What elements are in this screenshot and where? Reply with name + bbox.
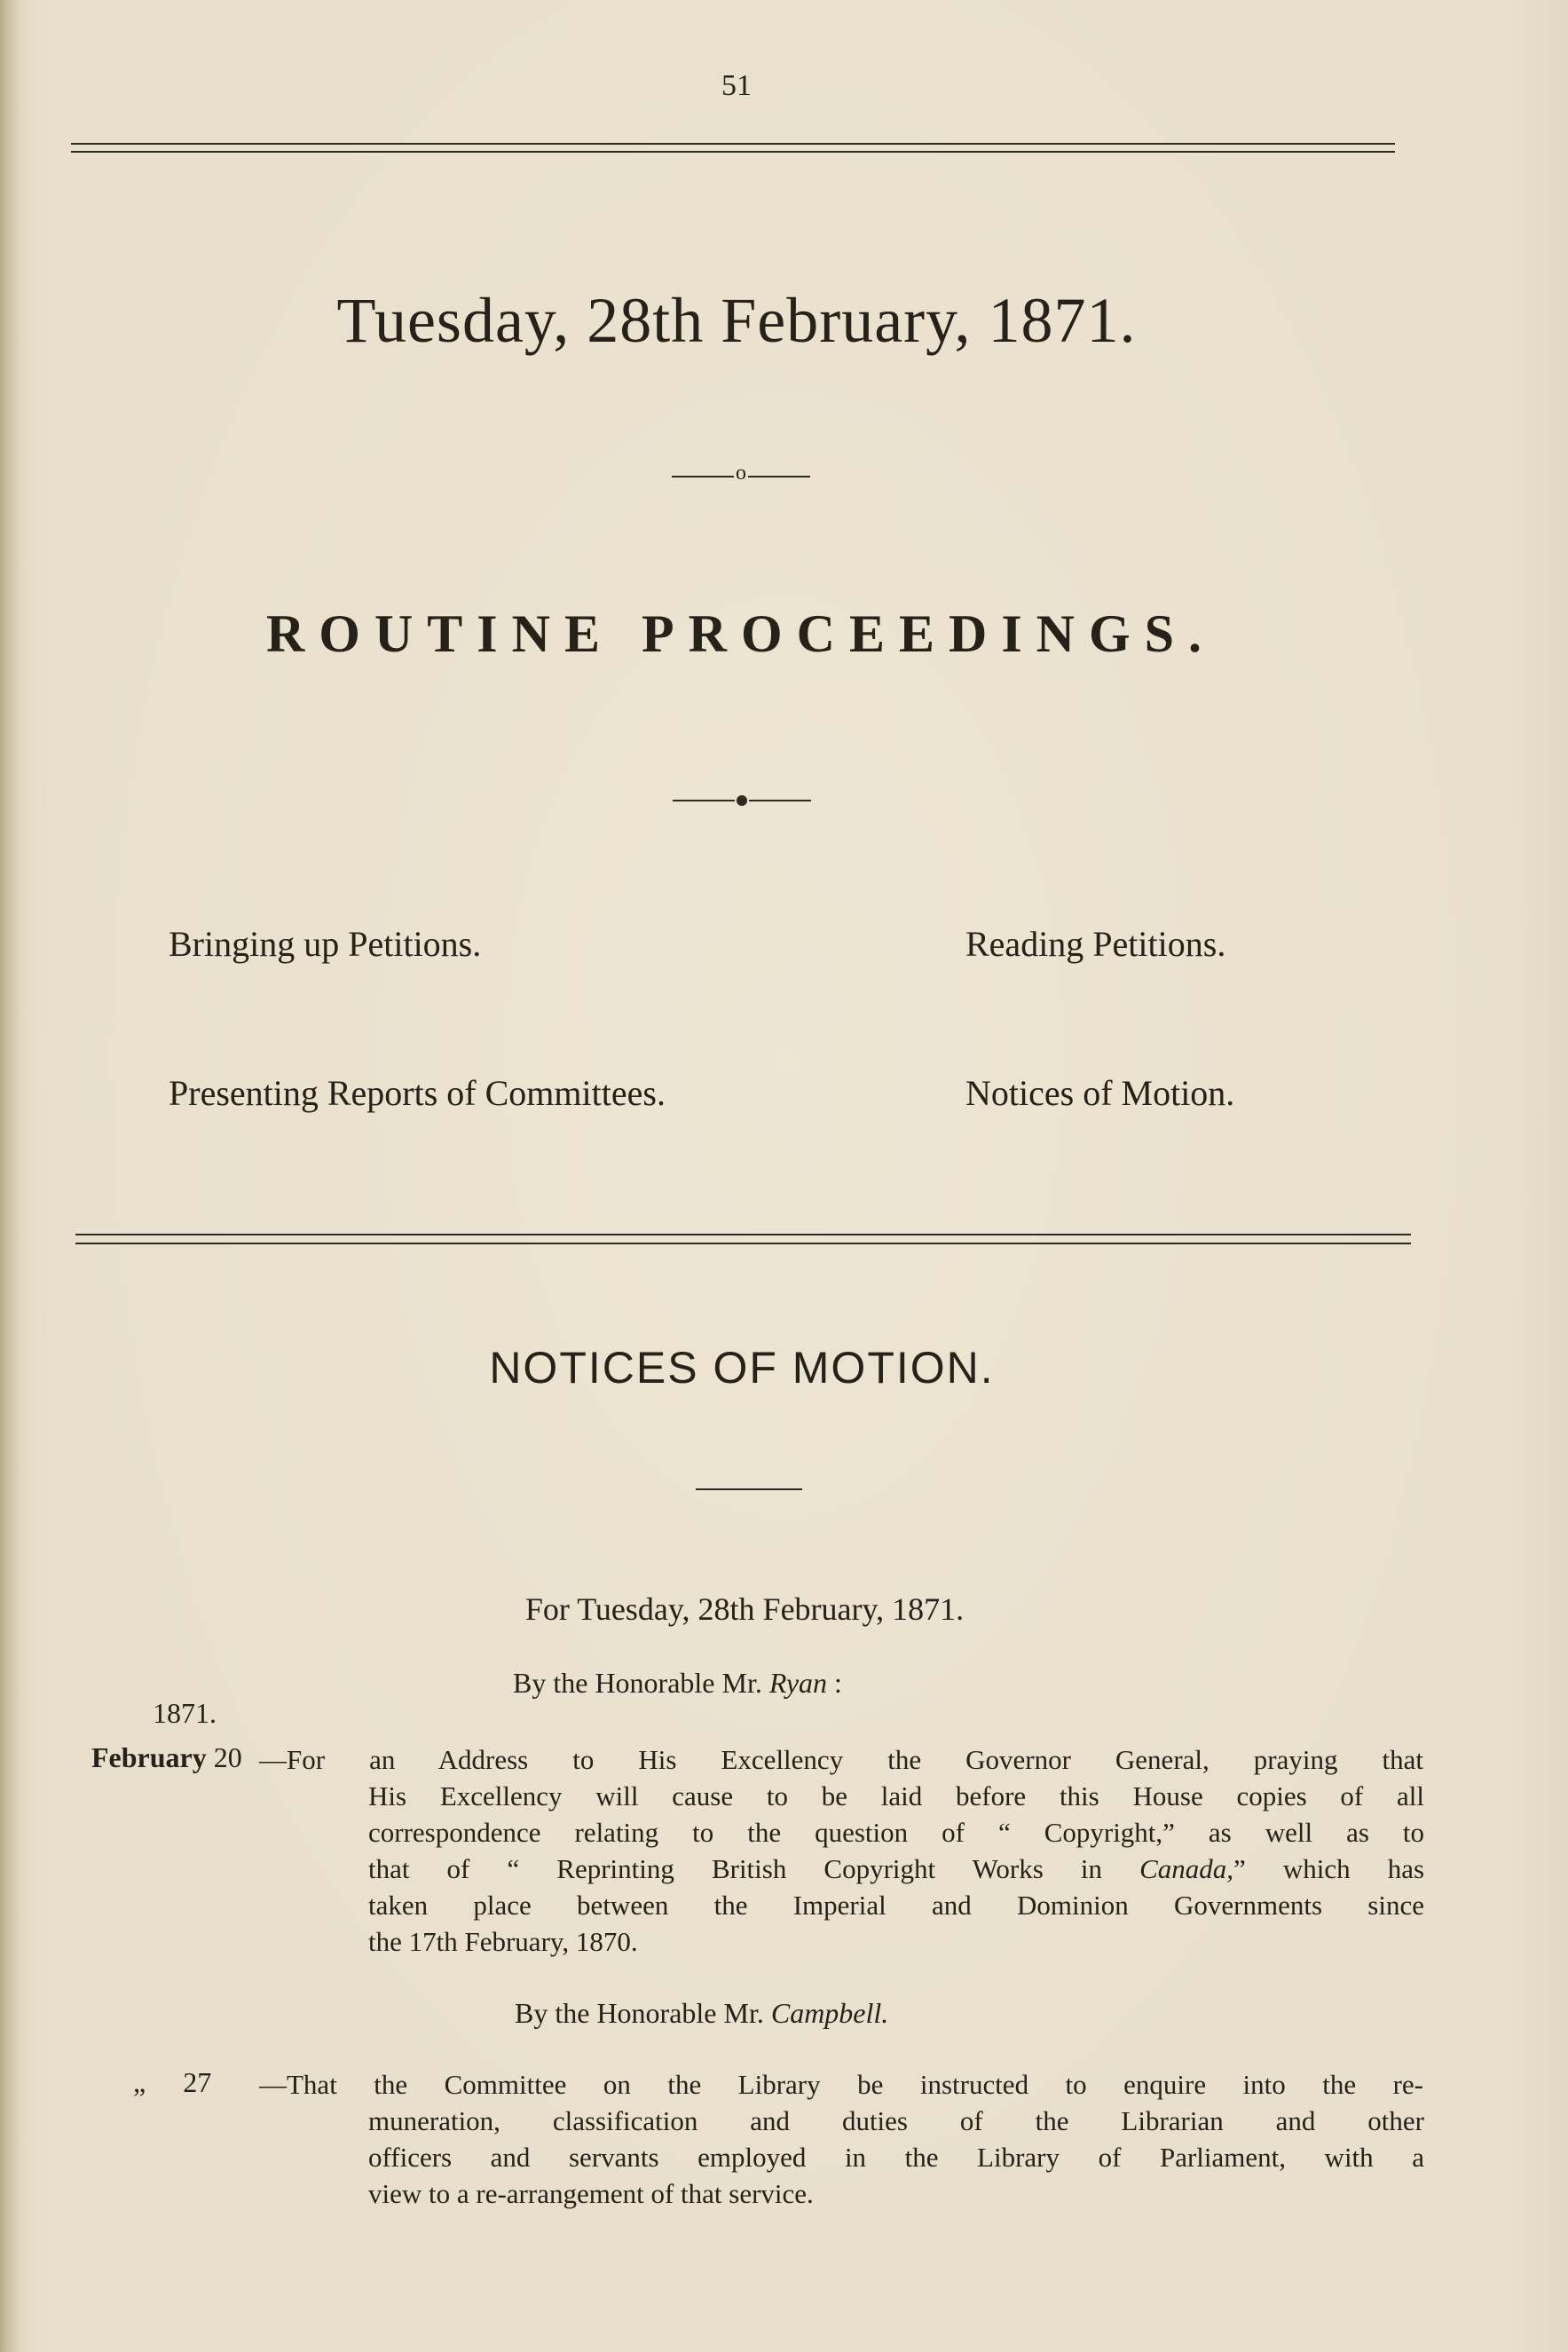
motion-line: His Excellency will cause to be laid before this House copies of all <box>368 1780 1424 1811</box>
routine-item-presenting-reports: Presenting Reports of Committees. <box>169 1073 666 1113</box>
motion-text-ryan-body <box>368 1778 1424 1960</box>
notices-heading: NOTICES OF MOTION. <box>489 1343 995 1393</box>
byline-ryan <box>513 1667 842 1700</box>
mid-rule-upper <box>75 1234 1411 1235</box>
motion-date-27 <box>133 2066 211 2099</box>
motion-line: muneration, classification and duties of the Librarian and other <box>368 2105 1424 2136</box>
ornament-divider-2 <box>0 793 1484 809</box>
motion-text-ryan <box>259 1741 1423 1778</box>
ornament-line <box>673 800 735 801</box>
byline-member-name: Campbell. <box>770 1997 889 2029</box>
routine-item-notices-of-motion: Notices of Motion. <box>965 1073 1235 1113</box>
byline-prefix: By the Honorable Mr. <box>513 1667 762 1699</box>
motion-line: officers and servants employed in the Library of Parliament, with a <box>368 2142 1424 2173</box>
for-date: For Tuesday, 28th February, 1871. <box>524 1591 965 1627</box>
ornament-line <box>749 800 811 801</box>
byline-campbell <box>515 1997 888 2030</box>
motion-line: —For an Address to His Excellency the Governor General, praying that <box>259 1744 1423 1775</box>
top-rule-upper <box>71 143 1395 145</box>
date-heading: Tuesday, 28th February, 1871. <box>336 285 1137 356</box>
motion-month: February <box>91 1741 207 1773</box>
year-margin: 1871. <box>153 1697 217 1729</box>
motion-month-ditto: „ <box>133 2066 146 2098</box>
motion-line: view to a re-arrangement of that service. <box>368 2178 814 2209</box>
motion-line: correspondence relating to the question of “ Copyright,” as well as to <box>368 1817 1424 1848</box>
byline-prefix: By the Honorable Mr. <box>515 1997 764 2029</box>
motion-line: taken place between the Imperial and Dominion Governments since <box>368 1890 1424 1921</box>
ornament-divider-1 <box>0 461 1482 489</box>
motion-place-name: Canada, <box>1139 1853 1234 1884</box>
motion-line <box>368 1851 1424 1887</box>
byline-member-name: Ryan <box>768 1667 828 1699</box>
motion-text-campbell-body <box>368 2103 1424 2212</box>
ornament-line <box>748 476 810 478</box>
section-title: ROUTINE PROCEEDINGS. <box>265 604 1217 663</box>
routine-item-reading-petitions: Reading Petitions. <box>965 924 1226 964</box>
ornament-dot <box>737 795 747 806</box>
routine-item-bringing-up-petitions: Bringing up Petitions. <box>169 924 482 964</box>
motion-day: 27 <box>183 2066 212 2098</box>
motion-text-campbell <box>259 2066 1423 2103</box>
top-rule-lower <box>71 151 1395 153</box>
motion-line: the 17th February, 1870. <box>368 1926 638 1957</box>
mid-rule-lower <box>75 1243 1411 1244</box>
motion-day: 20 <box>213 1741 242 1773</box>
ornament-line <box>672 476 734 478</box>
motion-date-feb-20 <box>91 1741 242 1774</box>
motion-line-part: ” which has <box>1233 1853 1425 1884</box>
motion-line-part: that of “ Reprinting British Copyright Works in <box>368 1853 1103 1884</box>
motion-line: —That the Committee on the Library be instructed to enquire into the re- <box>259 2069 1423 2100</box>
page-number: 51 <box>721 69 752 102</box>
ornament-circle: o <box>736 461 746 485</box>
short-rule <box>696 1488 802 1490</box>
byline-suffix: : <box>834 1667 842 1699</box>
